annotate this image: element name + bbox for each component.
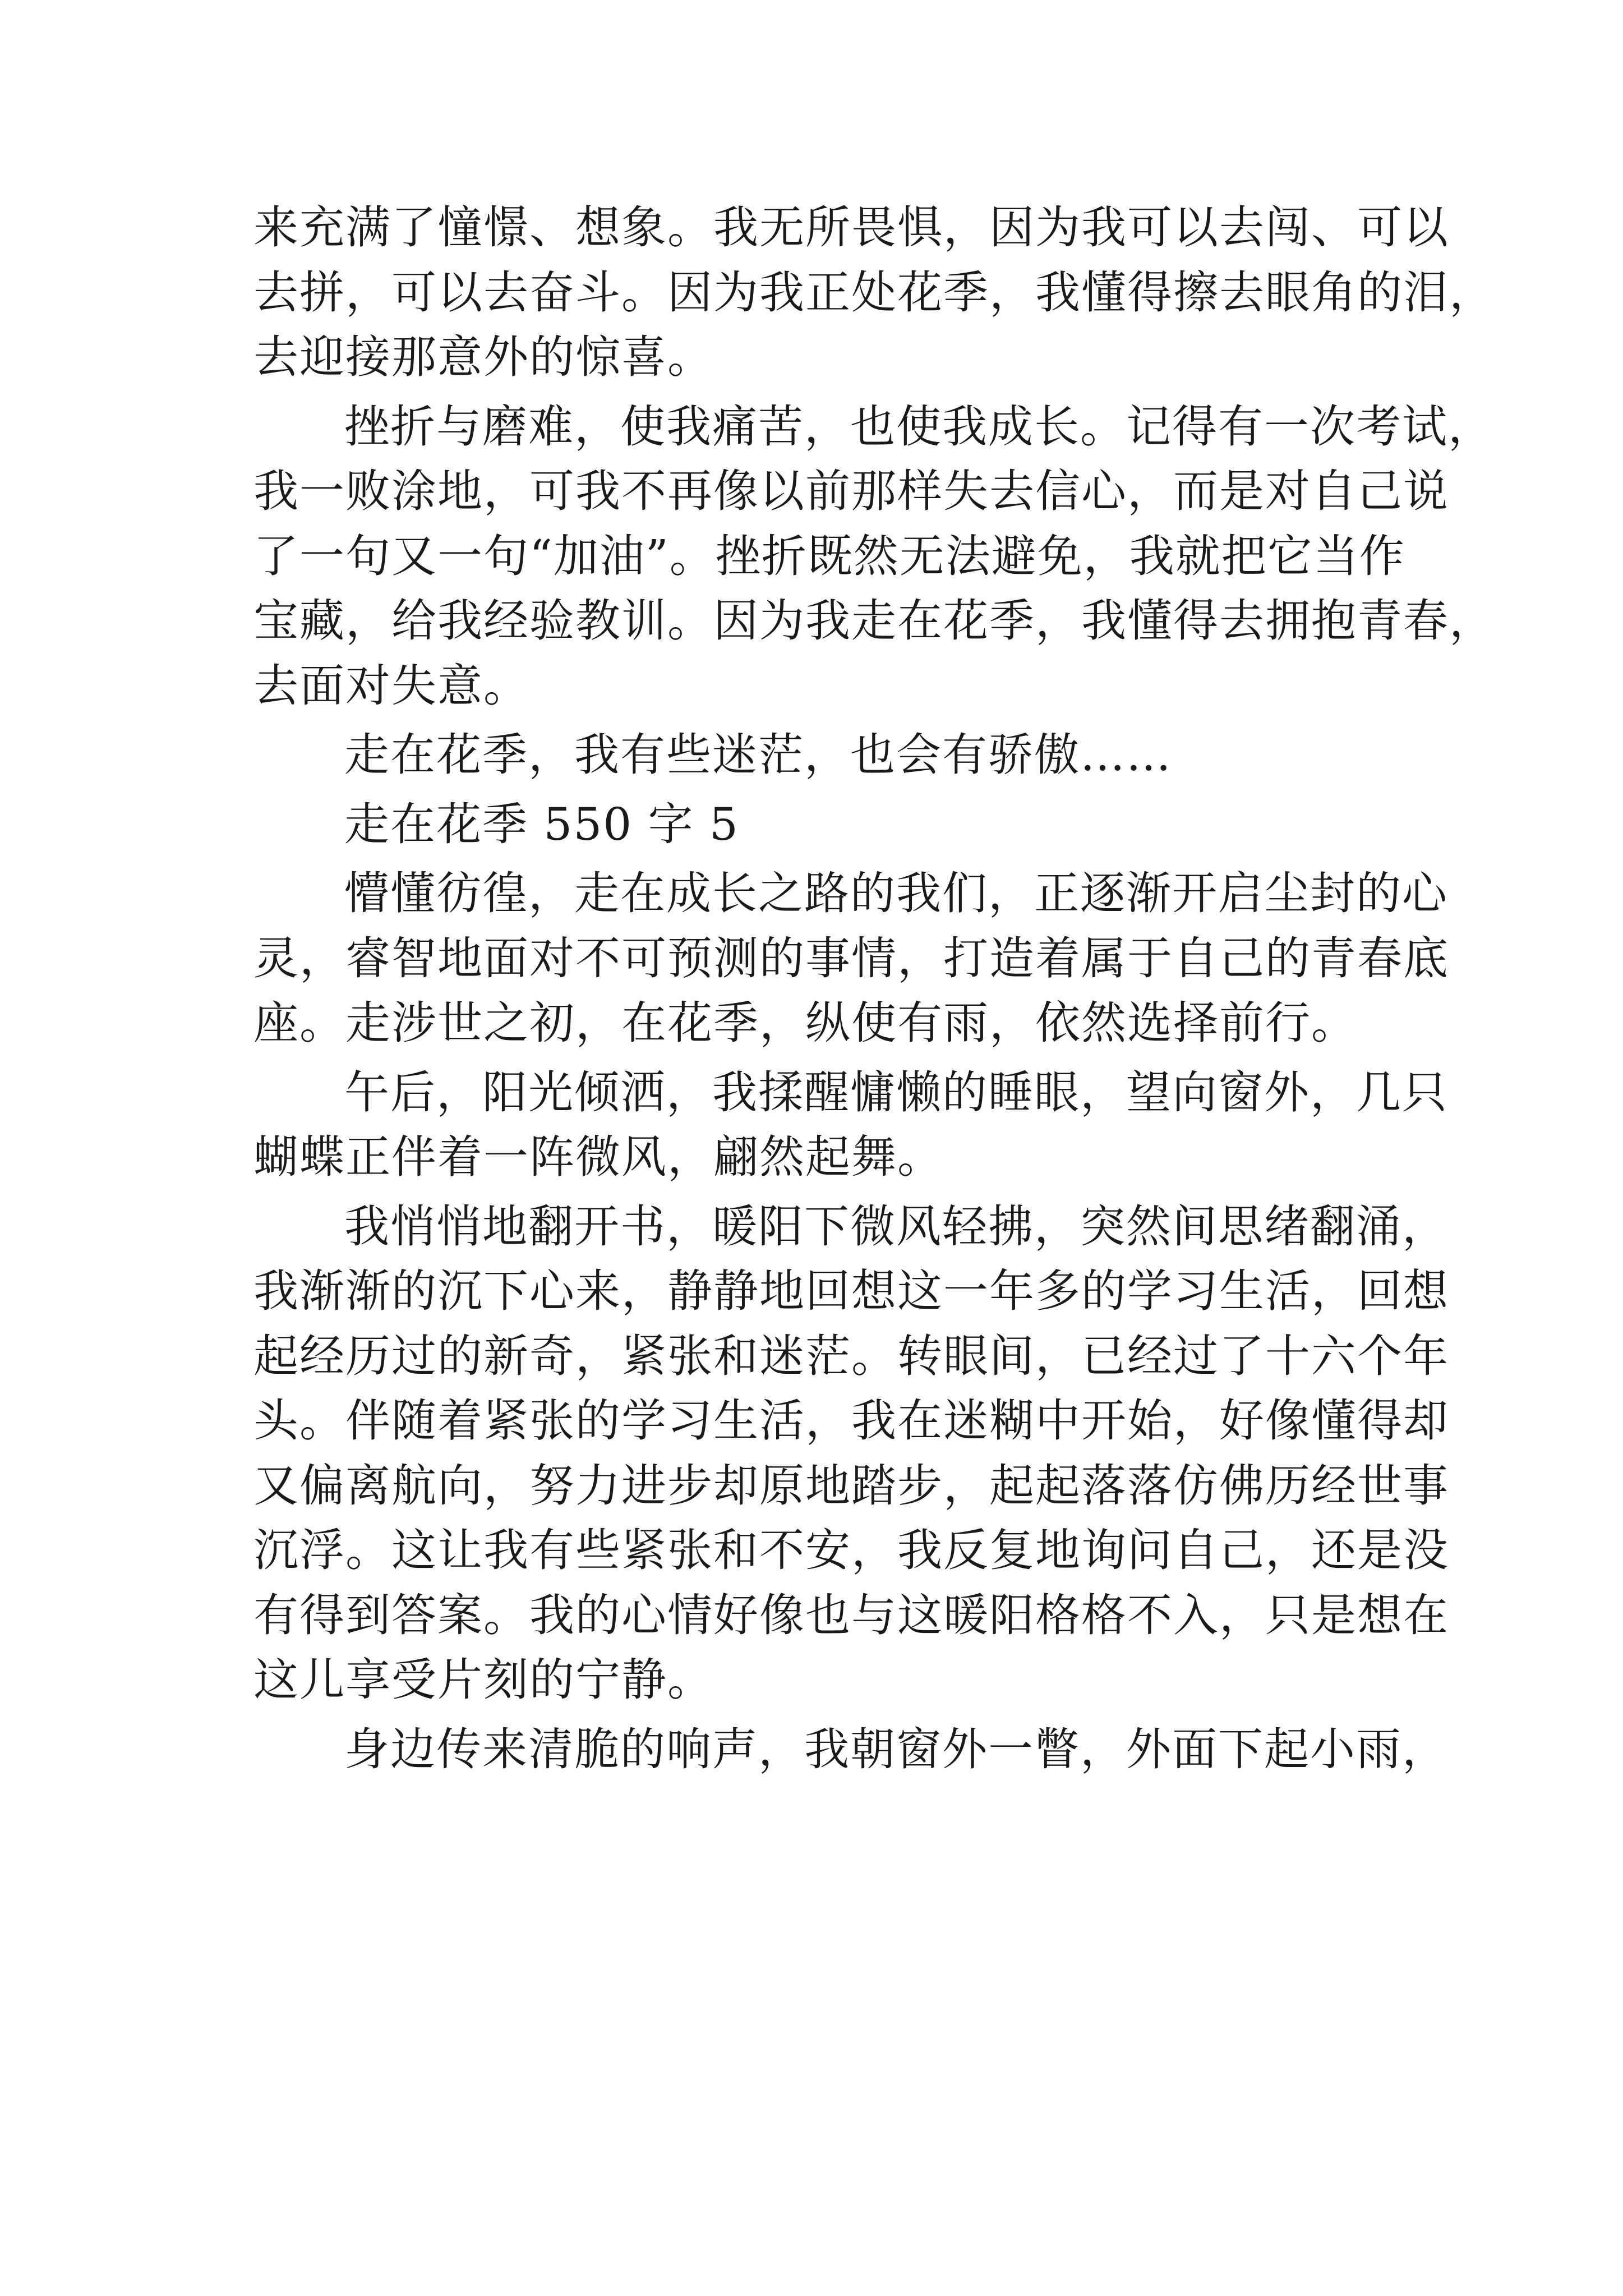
- text-line: 头。伴随着紧张的学习生活，我在迷糊中开始，好像懂得却: [253, 1395, 1449, 1447]
- text-line: 蝴蝶正伴着一阵微风，翩然起舞。: [253, 1131, 943, 1183]
- section-title: 走在花季 550 字 5: [344, 798, 739, 850]
- text-line: 我一败涂地，可我不再像以前那样失去信心，而是对自己说: [253, 465, 1449, 517]
- text-line: 这儿享受片刻的宁静。: [253, 1654, 713, 1706]
- text-line: 了一句又一句“加油”。挫折既然无法避免，我就把它当作: [253, 530, 1405, 582]
- paragraph-first-line: 午后，阳光倾洒，我揉醒慵懒的睡眼，望向窗外，几只: [344, 1066, 1448, 1119]
- text-line: 去面对失意。: [253, 659, 529, 712]
- text-line: 来充满了憧憬、想象。我无所畏惧，因为我可以去闯、可以: [253, 201, 1449, 254]
- text-line: 我渐渐的沉下心来，静静地回想这一年多的学习生活，回想: [253, 1265, 1449, 1317]
- text-line: 去拼，可以去奋斗。因为我正处花季，我懂得擦去眼角的泪，: [253, 266, 1495, 319]
- text-line: 有得到答案。我的心情好像也与这暖阳格格不入，只是想在: [253, 1589, 1449, 1641]
- paragraph-first-line: 身边传来清脆的响声，我朝窗外一瞥，外面下起小雨，: [344, 1723, 1448, 1775]
- text-line: 沉浮。这让我有些紧张和不安，我反复地询问自己，还是没: [253, 1524, 1449, 1576]
- text-line: 宝藏，给我经验教训。因为我走在花季，我懂得去拥抱青春，: [253, 595, 1495, 647]
- paragraph-first-line: 懵懂彷徨，走在成长之路的我们，正逐渐开启尘封的心: [344, 867, 1448, 919]
- paragraph-first-line: 我悄悄地翻开书，暖阳下微风轻拂，突然间思绪翻涌，: [344, 1200, 1448, 1253]
- text-line: 去迎接那意外的惊喜。: [253, 331, 713, 383]
- text-line: 又偏离航向，努力进步却原地踏步，起起落落仿佛历经世事: [253, 1459, 1449, 1512]
- text-line: 座。走涉世之初，在花季，纵使有雨，依然选择前行。: [253, 997, 1357, 1049]
- paragraph-first-line: 挫折与磨难，使我痛苦，也使我成长。记得有一次考试，: [344, 400, 1494, 453]
- document-body: [253, 195, 1495, 1782]
- text-line: 灵，睿智地面对不可预测的事情，打造着属于自己的青春底: [253, 932, 1449, 984]
- text-line: 起经历过的新奇，紧张和迷茫。转眼间，已经过了十六个年: [253, 1329, 1449, 1382]
- paragraph-first-line: 走在花季，我有些迷茫，也会有骄傲……: [344, 729, 1172, 781]
